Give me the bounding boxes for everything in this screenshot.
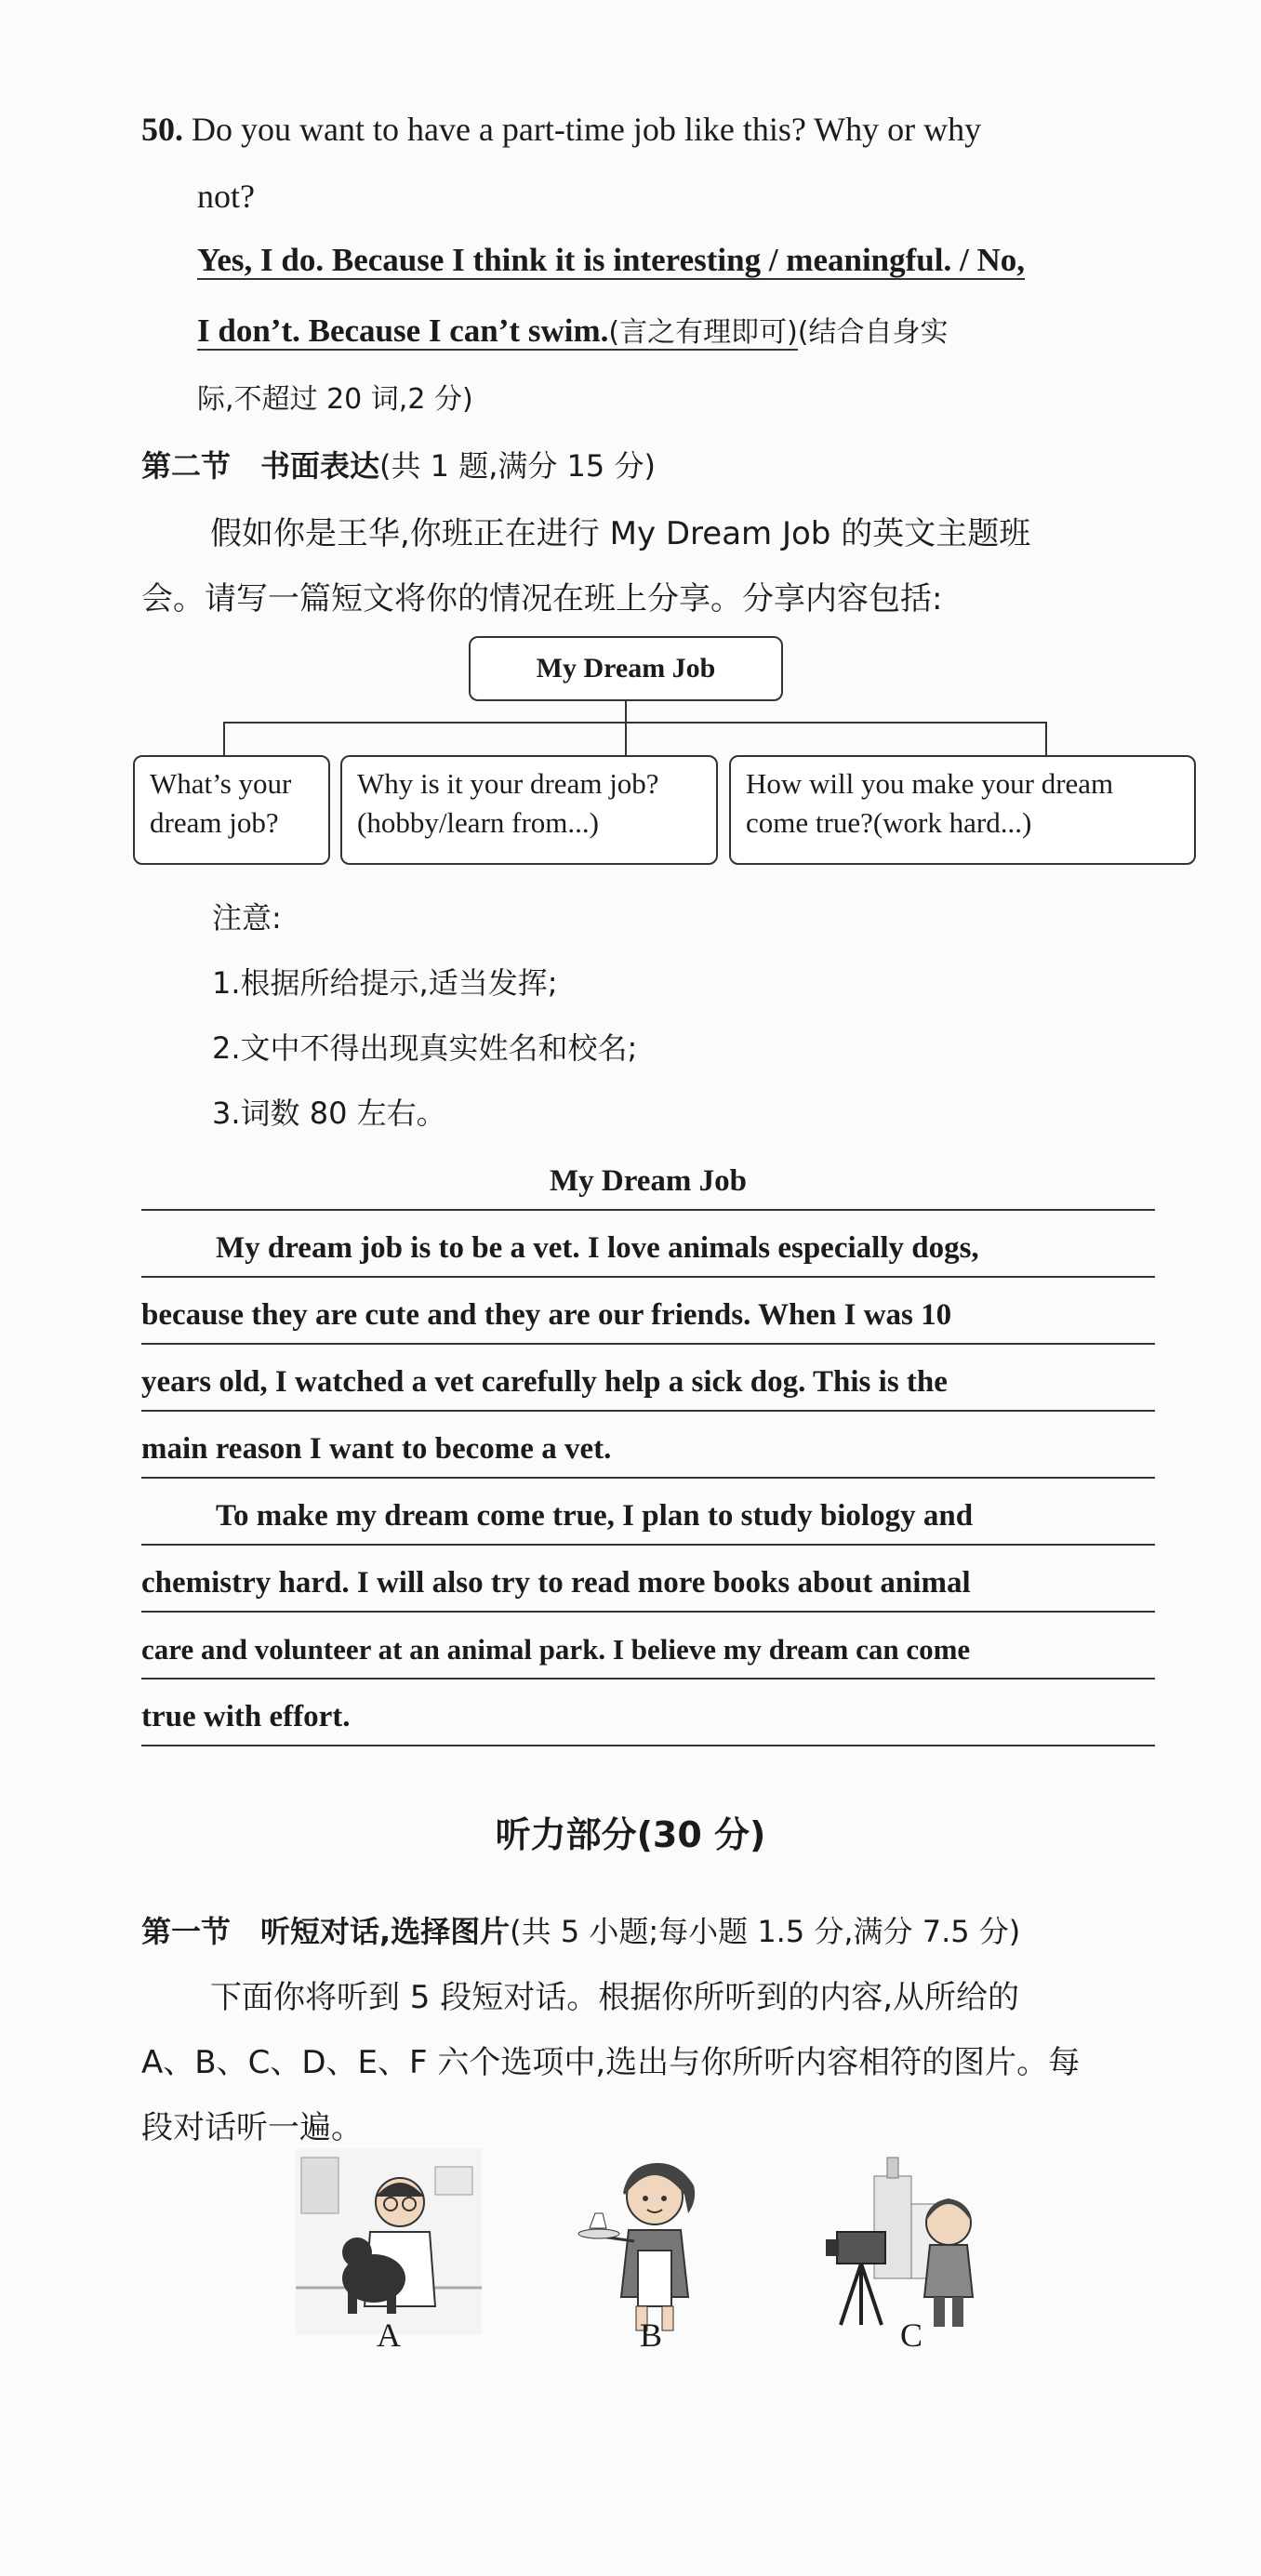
notes-title: 注意: [212,900,282,936]
diagram-box-how-line2: come true?(work hard...) [746,806,1032,839]
q50-answer-line2 [197,309,949,350]
vet-with-dog-icon [296,2148,482,2334]
diagram-box-why-line1: Why is it your dream job? [357,767,659,800]
section2-intro-1: 假如你是王华,你班正在进行 My Dream Job 的英文主题班 [210,515,1031,552]
listening-title: 听力部分(30 分) [495,1814,766,1855]
essay-line-2: because they are cute and they are our friends. When I was 10 [141,1287,1155,1345]
diagram-connector-middle [625,722,627,755]
q50-text-1: Do you want to have a part-time job like this? Why or why [192,111,982,148]
section2-heading-rest: (共 1 题,满分 15 分) [379,448,656,484]
listening-intro-1: 下面你将听到 5 段短对话。根据你所听到的内容,从所给的 [210,1979,1020,2016]
notes-item-1: 1.根据所给提示,适当发挥; [212,965,558,1001]
answer-text-1: Yes, I do. Because I think it is interesting / meaningful. / No, [197,242,1025,278]
diagram-connector-vertical [625,701,627,724]
q50-answer-line3: 际,不超过 20 词,2 分) [197,383,473,416]
picture-label-b: B [639,2317,662,2354]
answer-note-a: (言之有理即可) [608,316,798,349]
diagram-box-what-line2: dream job? [150,806,279,839]
diagram-box-why-line2: (hobby/learn from...) [357,806,599,839]
essay-line-3: years old, I watched a vet carefully help a sick dog. This is the [141,1354,1155,1412]
diagram-box-how [729,755,1196,865]
essay-line-8: true with effort. [141,1689,1155,1746]
essay-line-5: To make my dream come true, I plan to study biology and [141,1488,1155,1546]
q50-line1 [141,110,981,149]
listening-intro-2: A、B、C、D、E、F 六个选项中,选出与你所听内容相符的图片。每 [141,2044,1081,2081]
section2-intro-2: 会。请写一篇短文将你的情况在班上分享。分享内容包括: [141,580,943,617]
q50-number: 50. [141,111,183,148]
essay-line-7: care and volunteer at an animal park. I believe my dream can come [141,1622,1155,1680]
section2-heading-bold: 第二节 书面表达 [141,448,380,484]
essay-line-1: My dream job is to be a vet. I love animals especially dogs, [141,1220,1155,1278]
waitress-icon [558,2148,744,2334]
q50-line2: not? [197,178,255,215]
essay-title: My Dream Job [549,1164,748,1198]
diagram-box-why [340,755,718,865]
picture-label-c: C [899,2317,923,2354]
listening-intro-3: 段对话听一遍。 [141,2109,363,2146]
diagram-box-what [133,755,330,865]
diagram-root: My Dream Job [469,636,783,701]
notes-item-3: 3.词数 80 左右。 [212,1095,446,1131]
diagram-connector-horizontal [223,722,1047,724]
answer-text-2: I don’t. Because I can’t swim. [197,312,609,349]
essay-title-line [141,1153,1155,1211]
section2-heading [141,443,656,485]
essay-line-6: chemistry hard. I will also try to read more books about animal [141,1555,1155,1613]
picture-label-a: A [377,2317,401,2354]
diagram-connector-right [1045,722,1047,755]
answer-note-b: (结合自身实 [797,316,949,349]
listening-heading-bold: 第一节 听短对话,选择图片 [141,1914,511,1949]
listening-heading-rest: (共 5 小题;每小题 1.5 分,满分 7.5 分) [510,1914,1021,1949]
diagram-connector-left [223,722,225,755]
reporter-camera-icon [818,2148,1004,2334]
diagram-box-how-line1: How will you make your dream [746,767,1114,800]
diagram-box-what-line1: What’s your [150,767,292,800]
listening-heading [141,1908,1020,1951]
notes-item-2: 2.文中不得出现真实姓名和校名; [212,1030,638,1066]
essay-line-4: main reason I want to become a vet. [141,1421,1155,1479]
q50-answer-line1 [197,242,1025,279]
